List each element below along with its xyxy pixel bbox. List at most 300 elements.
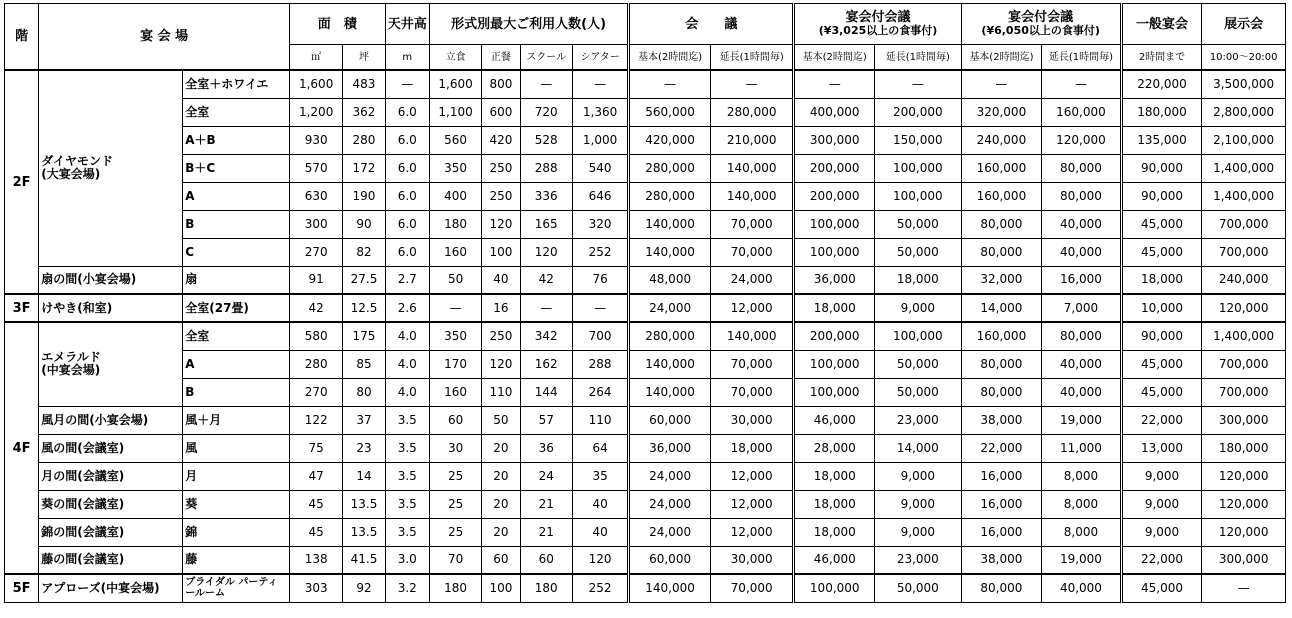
value-cell: 20 [482, 490, 520, 518]
value-cell: 50 [429, 266, 481, 294]
value-cell: 40,000 [1042, 238, 1122, 266]
value-cell: 70,000 [710, 378, 794, 406]
value-cell: 110 [482, 378, 520, 406]
value-cell: 80,000 [961, 210, 1042, 238]
value-cell: 85 [343, 350, 385, 378]
value-cell: 6.0 [385, 238, 429, 266]
value-cell: 22,000 [1121, 406, 1202, 434]
value-cell: 24,000 [710, 266, 794, 294]
value-cell: 16,000 [961, 490, 1042, 518]
value-cell: 100,000 [794, 238, 875, 266]
value-cell: 400 [429, 182, 481, 210]
table-row [5, 126, 1286, 154]
value-cell: 190 [343, 182, 385, 210]
value-cell: 350 [429, 322, 481, 350]
value-cell: 9,000 [875, 490, 962, 518]
table-row [5, 574, 1286, 602]
table-row [5, 210, 1286, 238]
value-cell: 91 [289, 266, 342, 294]
room-cell: A＋B [183, 126, 290, 154]
venue-header: 宴 会 場 [39, 4, 290, 71]
header-row [5, 4, 1286, 45]
value-cell: 60 [520, 546, 572, 574]
value-cell: 1,360 [572, 98, 628, 126]
value-cell: 180 [429, 574, 481, 602]
value-cell: 18,000 [794, 518, 875, 546]
value-cell: 1,600 [429, 70, 481, 98]
value-cell: 180 [520, 574, 572, 602]
value-cell: 35 [572, 462, 628, 490]
venue-name: エメラルド [41, 350, 101, 365]
value-cell: 14 [343, 462, 385, 490]
standing-header: 立食 [429, 45, 481, 71]
value-cell: 23,000 [875, 406, 962, 434]
value-cell: 280,000 [629, 182, 711, 210]
value-cell: 45,000 [1121, 238, 1202, 266]
value-cell: 40 [482, 266, 520, 294]
value-cell: 90,000 [1121, 154, 1202, 182]
banquet-meeting-a-title: 宴会付会議 [845, 10, 911, 25]
banquet-meeting-b-title: 宴会付会議 [1008, 10, 1074, 25]
value-cell: 120,000 [1202, 294, 1286, 322]
value-cell: 100,000 [794, 350, 875, 378]
value-cell: 170 [429, 350, 481, 378]
value-cell: 8,000 [1042, 490, 1122, 518]
value-cell: 23 [343, 434, 385, 462]
value-cell: 36,000 [794, 266, 875, 294]
value-cell: 1,100 [429, 98, 481, 126]
value-cell: 6.0 [385, 182, 429, 210]
value-cell: 210,000 [710, 126, 794, 154]
value-cell: 1,200 [289, 98, 342, 126]
value-cell: 140,000 [629, 210, 711, 238]
venue-cell [39, 70, 183, 266]
value-cell: 16,000 [961, 518, 1042, 546]
table-body [5, 70, 1286, 602]
room-cell: ブライダル パーティールーム [183, 574, 290, 602]
venue-subtitle: (大宴会場) [41, 167, 101, 182]
value-cell: 560 [429, 126, 481, 154]
value-cell: 4.0 [385, 350, 429, 378]
value-cell: 14,000 [875, 434, 962, 462]
value-cell: 200,000 [794, 154, 875, 182]
value-cell: 100 [482, 238, 520, 266]
capacity-header: 形式別最大ご利用人数(人) [429, 4, 628, 45]
room-cell: B＋C [183, 154, 290, 182]
value-cell: 64 [572, 434, 628, 462]
exhibition-time-header: 10:00～20:00 [1202, 45, 1286, 71]
value-cell: 140,000 [710, 322, 794, 350]
value-cell: 70,000 [710, 210, 794, 238]
table-row [5, 98, 1286, 126]
value-cell: 140,000 [710, 154, 794, 182]
value-cell: 80,000 [961, 350, 1042, 378]
value-cell: 18,000 [794, 462, 875, 490]
value-cell: 40,000 [1042, 350, 1122, 378]
value-cell: 22,000 [1121, 546, 1202, 574]
value-cell: 10,000 [1121, 294, 1202, 322]
value-cell: 342 [520, 322, 572, 350]
value-cell: 1,000 [572, 126, 628, 154]
banquet-header: 一般宴会 [1121, 4, 1202, 45]
value-cell: 570 [289, 154, 342, 182]
value-cell: 280,000 [629, 322, 711, 350]
value-cell: 12,000 [710, 462, 794, 490]
banquet-meeting-a-header [794, 4, 961, 45]
value-cell: — [961, 70, 1042, 98]
value-cell: 100 [482, 574, 520, 602]
value-cell: 646 [572, 182, 628, 210]
value-cell: 3.5 [385, 518, 429, 546]
value-cell: 220,000 [1121, 70, 1202, 98]
value-cell: 46,000 [794, 546, 875, 574]
table-row [5, 462, 1286, 490]
value-cell: 25 [429, 490, 481, 518]
value-cell: 45 [289, 518, 342, 546]
value-cell: 80,000 [961, 238, 1042, 266]
value-cell: 42 [289, 294, 342, 322]
value-cell: 200,000 [794, 322, 875, 350]
value-cell: 120,000 [1042, 126, 1122, 154]
value-cell: 24,000 [629, 294, 711, 322]
room-cell: B [183, 378, 290, 406]
venue-cell: 扇の間(小宴会場) [39, 266, 183, 294]
ceiling-header: 天井高 [385, 4, 429, 45]
meter-unit: m [385, 45, 429, 71]
value-cell: 20 [482, 434, 520, 462]
banquet-time-header: 2時間まで [1121, 45, 1202, 71]
value-cell: 1,400,000 [1202, 154, 1286, 182]
meeting-extension-header: 延長(1時間毎) [710, 45, 794, 71]
value-cell: 30,000 [710, 406, 794, 434]
table-row [5, 406, 1286, 434]
value-cell: 100,000 [875, 322, 962, 350]
table-row [5, 266, 1286, 294]
value-cell: 9,000 [875, 518, 962, 546]
value-cell: 180,000 [1202, 434, 1286, 462]
value-cell: 320,000 [961, 98, 1042, 126]
value-cell: 18,000 [794, 490, 875, 518]
value-cell: 18,000 [1121, 266, 1202, 294]
value-cell: 630 [289, 182, 342, 210]
value-cell: 2.6 [385, 294, 429, 322]
value-cell: 240,000 [961, 126, 1042, 154]
venue-cell: けやき(和室) [39, 294, 183, 322]
value-cell: 9,000 [1121, 490, 1202, 518]
value-cell: 252 [572, 574, 628, 602]
value-cell: — [875, 70, 962, 98]
value-cell: 21 [520, 490, 572, 518]
value-cell: 36 [520, 434, 572, 462]
value-cell: 140,000 [629, 238, 711, 266]
value-cell: 288 [520, 154, 572, 182]
venue-cell: アプローズ(中宴会場) [39, 574, 183, 602]
table-row [5, 490, 1286, 518]
value-cell: 120,000 [1202, 462, 1286, 490]
value-cell: 60,000 [629, 546, 711, 574]
value-cell: 50,000 [875, 210, 962, 238]
value-cell: 16,000 [961, 462, 1042, 490]
value-cell: 36,000 [629, 434, 711, 462]
table-row [5, 70, 1286, 98]
value-cell: 38,000 [961, 406, 1042, 434]
table-row [5, 546, 1286, 574]
value-cell: 400,000 [794, 98, 875, 126]
school-header: スクール [520, 45, 572, 71]
value-cell: 30 [429, 434, 481, 462]
table-row [5, 238, 1286, 266]
banquet-meeting-a-note: (¥3,025以上の食事付) [818, 24, 938, 37]
area-header: 面 積 [289, 4, 385, 45]
venue-cell: 葵の間(会議室) [39, 490, 183, 518]
value-cell: 288 [572, 350, 628, 378]
value-cell: 336 [520, 182, 572, 210]
value-cell: 18,000 [875, 266, 962, 294]
value-cell: 160 [429, 378, 481, 406]
value-cell: 420,000 [629, 126, 711, 154]
value-cell: 320 [572, 210, 628, 238]
value-cell: — [572, 70, 628, 98]
value-cell: 180 [429, 210, 481, 238]
value-cell: 1,400,000 [1202, 322, 1286, 350]
value-cell: 700,000 [1202, 378, 1286, 406]
value-cell: 38,000 [961, 546, 1042, 574]
value-cell: 2,100,000 [1202, 126, 1286, 154]
venue-cell: 藤の間(会議室) [39, 546, 183, 574]
value-cell: 76 [572, 266, 628, 294]
value-cell: 90 [343, 210, 385, 238]
table-row [5, 518, 1286, 546]
value-cell: 14,000 [961, 294, 1042, 322]
table-row [5, 154, 1286, 182]
value-cell: 2,800,000 [1202, 98, 1286, 126]
banquet-meeting-b-note: (¥6,050以上の食事付) [981, 24, 1100, 37]
room-cell: 風 [183, 434, 290, 462]
table-row [5, 322, 1286, 350]
value-cell: 37 [343, 406, 385, 434]
value-cell: 138 [289, 546, 342, 574]
value-cell: 41.5 [343, 546, 385, 574]
value-cell: 600 [482, 98, 520, 126]
value-cell: 420 [482, 126, 520, 154]
value-cell: 140,000 [629, 574, 711, 602]
value-cell: 2.7 [385, 266, 429, 294]
value-cell: 13.5 [343, 490, 385, 518]
value-cell: 50,000 [875, 574, 962, 602]
value-cell: 57 [520, 406, 572, 434]
value-cell: 80,000 [1042, 154, 1122, 182]
value-cell: 160,000 [961, 182, 1042, 210]
value-cell: 200,000 [794, 182, 875, 210]
value-cell: 560,000 [629, 98, 711, 126]
value-cell: 6.0 [385, 126, 429, 154]
value-cell: — [429, 294, 481, 322]
value-cell: 800 [482, 70, 520, 98]
value-cell: 120 [482, 350, 520, 378]
floor-cell: 3F [5, 294, 39, 322]
value-cell: 100,000 [794, 378, 875, 406]
value-cell: 40,000 [1042, 378, 1122, 406]
value-cell: — [572, 294, 628, 322]
value-cell: — [629, 70, 711, 98]
value-cell: 720 [520, 98, 572, 126]
room-cell: 月 [183, 462, 290, 490]
value-cell: 3,500,000 [1202, 70, 1286, 98]
value-cell: 4.0 [385, 322, 429, 350]
value-cell: 25 [429, 462, 481, 490]
value-cell: 82 [343, 238, 385, 266]
value-cell: 70 [429, 546, 481, 574]
floor-cell: 4F [5, 322, 39, 574]
value-cell: 70,000 [710, 350, 794, 378]
value-cell: 300,000 [1202, 546, 1286, 574]
table-row [5, 378, 1286, 406]
value-cell: 50,000 [875, 378, 962, 406]
value-cell: 350 [429, 154, 481, 182]
value-cell: 250 [482, 154, 520, 182]
room-cell: 藤 [183, 546, 290, 574]
value-cell: 6.0 [385, 154, 429, 182]
room-cell: 全室＋ホワイエ [183, 70, 290, 98]
value-cell: 264 [572, 378, 628, 406]
value-cell: 24 [520, 462, 572, 490]
value-cell: 16 [482, 294, 520, 322]
value-cell: 12,000 [710, 490, 794, 518]
value-cell: 4.0 [385, 378, 429, 406]
value-cell: 50,000 [875, 350, 962, 378]
value-cell: 6.0 [385, 98, 429, 126]
room-cell: 錦 [183, 518, 290, 546]
floor-cell: 5F [5, 574, 39, 602]
value-cell: — [520, 70, 572, 98]
value-cell: 60,000 [629, 406, 711, 434]
value-cell: 24,000 [629, 518, 711, 546]
value-cell: 9,000 [1121, 518, 1202, 546]
value-cell: 45,000 [1121, 350, 1202, 378]
value-cell: 700,000 [1202, 210, 1286, 238]
value-cell: — [1202, 574, 1286, 602]
value-cell: 32,000 [961, 266, 1042, 294]
meeting-basic-header: 基本(2時間迄) [629, 45, 711, 71]
value-cell: 160,000 [1042, 98, 1122, 126]
value-cell: 280 [289, 350, 342, 378]
value-cell: 3.0 [385, 546, 429, 574]
value-cell: 47 [289, 462, 342, 490]
value-cell: 1,400,000 [1202, 182, 1286, 210]
banquet-meeting-b-extension-header: 延長(1時間毎) [1042, 45, 1122, 71]
value-cell: 45,000 [1121, 378, 1202, 406]
value-cell: 250 [482, 182, 520, 210]
venue-cell: 錦の間(会議室) [39, 518, 183, 546]
floor-header: 階 [5, 4, 39, 71]
value-cell: 7,000 [1042, 294, 1122, 322]
theater-header: シアター [572, 45, 628, 71]
value-cell: 24,000 [629, 462, 711, 490]
value-cell: 172 [343, 154, 385, 182]
sqm-unit: ㎡ [289, 45, 342, 71]
value-cell: 27.5 [343, 266, 385, 294]
value-cell: 528 [520, 126, 572, 154]
room-cell: 扇 [183, 266, 290, 294]
value-cell: 13,000 [1121, 434, 1202, 462]
value-cell: 50 [482, 406, 520, 434]
value-cell: 144 [520, 378, 572, 406]
venue-cell [39, 322, 183, 406]
value-cell: 120 [572, 546, 628, 574]
value-cell: 9,000 [875, 462, 962, 490]
room-cell: A [183, 350, 290, 378]
value-cell: — [385, 70, 429, 98]
value-cell: — [794, 70, 875, 98]
value-cell: 92 [343, 574, 385, 602]
value-cell: 30,000 [710, 546, 794, 574]
value-cell: 700 [572, 322, 628, 350]
venue-price-table [4, 3, 1286, 603]
value-cell: 8,000 [1042, 518, 1122, 546]
value-cell: 42 [520, 266, 572, 294]
value-cell: 40,000 [1042, 574, 1122, 602]
value-cell: 23,000 [875, 546, 962, 574]
value-cell: 60 [429, 406, 481, 434]
value-cell: 120,000 [1202, 518, 1286, 546]
value-cell: 300,000 [794, 126, 875, 154]
venue-cell: 風の間(会議室) [39, 434, 183, 462]
banquet-meeting-a-extension-header: 延長(1時間毎) [875, 45, 962, 71]
value-cell: 300,000 [1202, 406, 1286, 434]
value-cell: 362 [343, 98, 385, 126]
value-cell: 22,000 [961, 434, 1042, 462]
value-cell: 180,000 [1121, 98, 1202, 126]
value-cell: 45 [289, 490, 342, 518]
value-cell: 80,000 [961, 574, 1042, 602]
value-cell: 140,000 [629, 350, 711, 378]
value-cell: 40,000 [1042, 210, 1122, 238]
value-cell: 135,000 [1121, 126, 1202, 154]
room-cell: 風＋月 [183, 406, 290, 434]
value-cell: 3.5 [385, 462, 429, 490]
value-cell: 700,000 [1202, 350, 1286, 378]
room-cell: 全室 [183, 98, 290, 126]
value-cell: 700,000 [1202, 238, 1286, 266]
value-cell: 16,000 [1042, 266, 1122, 294]
value-cell: 12,000 [710, 518, 794, 546]
value-cell: 120,000 [1202, 490, 1286, 518]
value-cell: 240,000 [1202, 266, 1286, 294]
value-cell: 122 [289, 406, 342, 434]
value-cell: 90,000 [1121, 182, 1202, 210]
value-cell: 250 [482, 322, 520, 350]
value-cell: 200,000 [875, 98, 962, 126]
room-cell: 葵 [183, 490, 290, 518]
value-cell: 80,000 [1042, 322, 1122, 350]
value-cell: 120 [482, 210, 520, 238]
value-cell: 75 [289, 434, 342, 462]
venue-cell: 月の間(会議室) [39, 462, 183, 490]
value-cell: 303 [289, 574, 342, 602]
value-cell: 80,000 [1042, 182, 1122, 210]
banquet-meeting-b-header [961, 4, 1121, 45]
value-cell: 120 [520, 238, 572, 266]
value-cell: 1,600 [289, 70, 342, 98]
value-cell: 28,000 [794, 434, 875, 462]
value-cell: 9,000 [1121, 462, 1202, 490]
value-cell: 11,000 [1042, 434, 1122, 462]
value-cell: — [520, 294, 572, 322]
value-cell: 162 [520, 350, 572, 378]
value-cell: 270 [289, 238, 342, 266]
value-cell: 13.5 [343, 518, 385, 546]
room-cell: B [183, 210, 290, 238]
